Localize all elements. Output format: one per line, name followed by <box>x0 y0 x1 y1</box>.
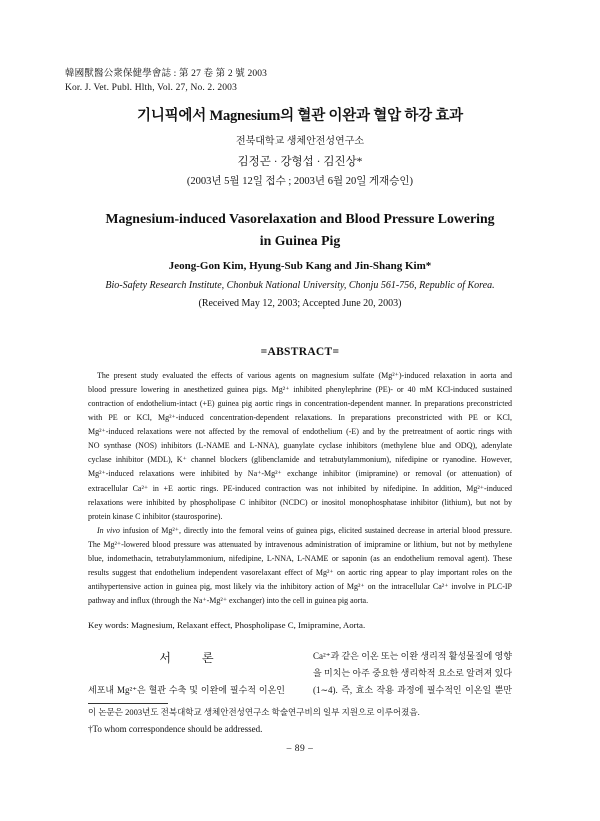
abstract-line: blue, indomethacin, tetrabutylammonium, nifedipine, L-NNA, L-NAME or saponin (as an endothelium removal agent). These <box>88 553 512 563</box>
abstract-line <box>88 524 512 538</box>
body-text-line: 세포내 Mg²⁺은 혈관 수축 및 이완에 필수적 이온인 <box>88 685 285 695</box>
abstract-line-text: infusion of Mg²⁺, directly into the femoral veins of guinea pigs, elicited sustained decrease in arterial blood pressure. <box>122 525 512 535</box>
abstract-line: antihypertensive action in guinea pig, most likely via the inhibitory action of Mg²⁺ on the intracellular Ca²⁺ involve in PLC-IP <box>88 581 512 591</box>
page-number: – 89 – <box>286 744 314 754</box>
korean-authors: 김정곤 · 강형섭 · 김진상* <box>237 156 363 168</box>
korean-dates: (2003년 5월 12일 접수 ; 2003년 6월 20일 게재승인) <box>186 176 414 187</box>
keywords-text: Magnesium, Relaxant effect, Phospholipase C, Imipramine, Aorta. <box>131 620 366 630</box>
abstract-heading: =ABSTRACT= <box>260 346 340 358</box>
abstract-line: blood pressure lowering in anesthetized guinea pigs. Mg²⁺ inhibited phenylephrine (PE)- or 40 mM KCl-induced sustained <box>88 385 512 395</box>
abstract-line: pathway and influx (through the Na⁺-Mg²⁺ exchanger) into the cell in guinea pig aorta. <box>88 596 369 605</box>
footnote-funding: 이 논문은 2003년도 전북대학교 생체안전성연구소 학술연구비의 일부 지원으로 이루어졌음. <box>88 707 420 717</box>
abstract-line: The present study evaluated the effects of various agents on magnesium sulfate (Mg²⁺)-induced relaxation in aorta and <box>97 371 512 380</box>
abstract-line: cyclase inhibitor (MDL), K⁺ channel blockers (glibenclamide and tetrabutylammonium), nifedipine or ryanodine. However, <box>88 455 512 465</box>
journal-header-korean: 韓國獸醫公衆保健學會誌 : 第 27 卷 第 2 號 2003 <box>65 69 268 79</box>
english-affiliation: Bio-Safety Research Institute, Chonbuk National University, Chonju 561-756, Republic of Korea. <box>105 280 495 291</box>
body-text-line: 을 미치는 아주 중요한 생리학적 요소로 알려져 있다 <box>313 668 512 678</box>
abstract-line: Mg²⁺-induced relaxations were not affected by the removal of endothelium (-E) and by the pretreatment of aortic rings with <box>88 427 512 437</box>
abstract-line: extracellular Ca²⁺ in +E aortic rings. PE-induced contraction was not inhibited by nifedipine. In addition, Mg²⁺-induced <box>88 483 512 493</box>
keywords-label: Key words: <box>88 620 129 630</box>
introduction-left-column <box>88 682 285 699</box>
abstract-line: protein kinase C inhibitor (staurosporine). <box>88 511 223 521</box>
body-text-line: (1∼4). 즉, 효소 작용 과정에 필수적인 이온일 뿐만 <box>313 685 512 695</box>
korean-title: 기니픽에서 Magnesium의 혈관 이완과 혈압 하강 효과 <box>137 108 463 124</box>
introduction-right-column <box>313 648 512 699</box>
korean-affiliation: 전북대학교 생체안전성연구소 <box>235 136 365 147</box>
abstract-paragraph-2 <box>88 524 512 608</box>
abstract-line: contraction of endothelium-intact (+E) guinea pig aortic rings in concentration-dependent manner. In preparations preconstricted <box>88 399 512 409</box>
footnote-rule <box>88 703 168 704</box>
abstract-body <box>88 369 512 608</box>
english-title-line-2: in Guinea Pig <box>259 233 341 248</box>
abstract-line: results suggest that endothelium independent vasorelaxant effect of Mg²⁺ on aortic ring appear to play important roles on the <box>88 567 512 577</box>
footnote-correspondence: †To whom correspondence should be addressed. <box>88 724 263 734</box>
english-authors: Jeong-Gon Kim, Hyung-Sub Kang and Jin-Shang Kim* <box>168 260 432 272</box>
body-text-line: Ca²⁺과 같은 이온 또는 이완 생리적 활성물질에 영향 <box>313 651 512 661</box>
abstract-paragraph-1 <box>88 369 512 524</box>
abstract-line: The Mg²⁺-lowered blood pressure was attenuated by intravenous administration of imipramine or lithium, but not by methylene <box>88 539 512 549</box>
abstract-line: relaxations were inhibited by phospholipase C inhibitor (NCDC) or inositol monophosphatase inhibitor (lithium), but not by <box>88 497 512 507</box>
abstract-line: Mg²⁺-induced relaxations were inhibited by Na⁺-Mg²⁺ exchange inhibitor (imipramine) or removal (or attenuation) of <box>88 469 512 479</box>
in-vivo-italic: In vivo <box>97 525 120 535</box>
abstract-line: with PE or KCl, Mg²⁺-induced concentration-dependent relaxations. In preparations preconstricted with PE or KCl, <box>88 413 512 423</box>
abstract-line: NO synthase (NOS) inhibitors (L-NAME and L-NNA), guanylate cyclase inhibitors (methylene blue and ODQ), adenylate <box>88 441 512 451</box>
english-title-line-1: Magnesium-induced Vasorelaxation and Blood Pressure Lowering <box>105 211 495 226</box>
keywords <box>88 618 512 632</box>
english-dates: (Received May 12, 2003; Accepted June 20, 2003) <box>198 298 402 309</box>
introduction-heading: 서 론 <box>159 651 228 665</box>
journal-header-english: Kor. J. Vet. Publ. Hlth, Vol. 27, No. 2. 2003 <box>65 83 237 93</box>
